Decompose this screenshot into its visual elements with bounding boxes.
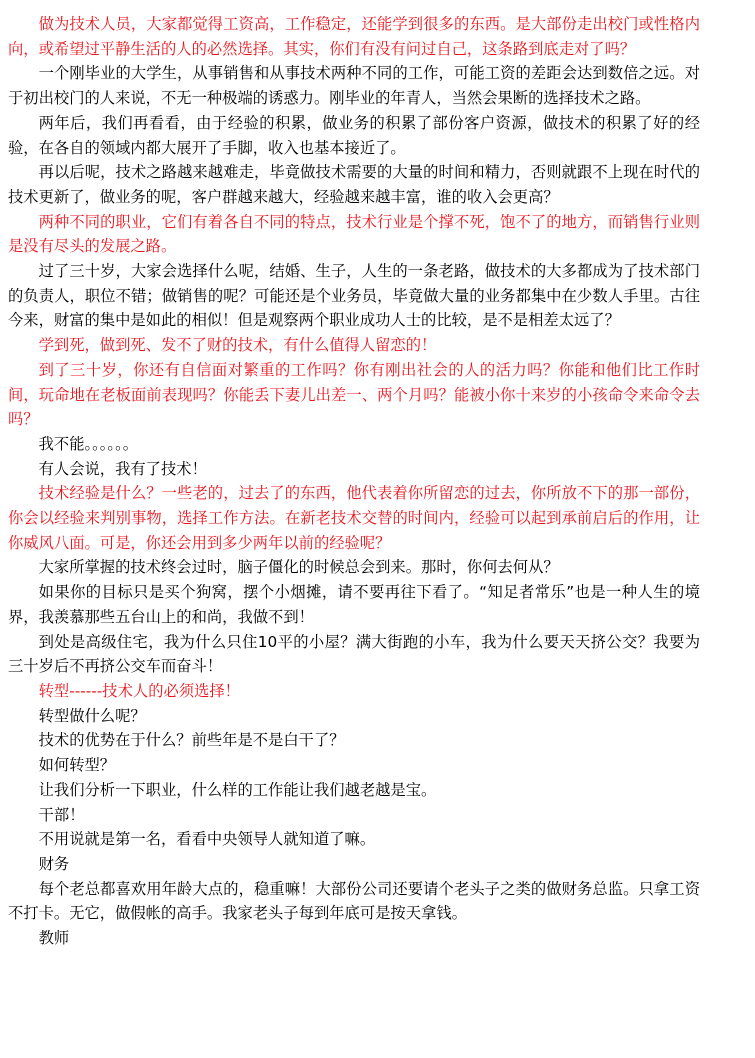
paragraph: 技术经验是什么？一些老的，过去了的东西，他代表着你所留恋的过去，你所放不下的那一部份，你会以经验来判别事物，选择工作方法。在新老技术交替的时间内，经验可以起到承前启后的作用，让你威风八面。可是，你还会用到多少两年以前的经验呢？	[8, 484, 700, 552]
paragraph: 每个老总都喜欢用年龄大点的，稳重嘛！大部份公司还要请个老头子之类的做财务总监。只拿工资不打卡。无它，做假帐的高手。我家老头子每到年底可是按天拿钱。	[8, 879, 700, 923]
paragraph: 学到死，做到死、发不了财的技术，有什么值得人留恋的！	[38, 336, 437, 355]
paragraph: 如果你的目标只是买个狗窝，摆个小烟摊，请不要再往下看了。“知足者常乐”也是一种人生的境界，我羡慕那些五台山上的和尚，我做不到！	[8, 583, 700, 626]
paragraph: 转型------技术人的必须选择！	[38, 681, 240, 700]
paragraph: 干部！	[38, 805, 85, 824]
paragraph: 过了三十岁，大家会选择什么呢，结婚、生子，人生的一条老路，做技术的大多都成为了技术部门的负责人，职位不错；做销售的呢？可能还是个业务员，毕竟做大量的业务都集中在少数人手里。古往今来，财富的集中是如此的相似！但是观察两个职业成功人士的比较，是不是相差太远了？	[8, 262, 700, 330]
paragraph: 财务	[38, 854, 70, 873]
paragraph: 我不能。。。。。。	[38, 434, 139, 453]
paragraph: 技术的优势在于什么？前些年是不是白干了？	[38, 731, 345, 750]
paragraph: 大家所掌握的技术终会过时，脑子僵化的时候总会到来。那时，你何去何从？	[38, 558, 559, 577]
paragraph: 不用说就是第一名，看看中央领导人就知道了嘛。	[38, 830, 376, 849]
paragraph: 让我们分析一下职业，什么样的工作能让我们越老越是宝。	[38, 780, 437, 799]
paragraph: 做为技术人员，大家都觉得工资高，工作稳定，还能学到很多的东西。是大部份走出校门或性格内向，或希望过平静生活的人的必然选择。其实，你们有没有问过自己，这条路到底走对了吗？	[8, 15, 700, 58]
paragraph: 一个刚毕业的大学生，从事销售和从事技术两种不同的工作，可能工资的差距会达到数倍之远。对于初出校门的人来说，不无一种极端的诱惑力。刚毕业的年青人，当然会果断的选择技术之路。	[8, 64, 700, 108]
paragraph: 转型做什么呢？	[38, 706, 146, 725]
paragraph: 到了三十岁，你还有自信面对繁重的工作吗？你有刚出社会的人的活力吗？你能和他们比工作时间，玩命地在老板面前表现吗？你能丢下妻儿出差一、两个月吗？能被小你十来岁的小孩命令来命令去吗？	[8, 360, 700, 429]
paragraph: 有人会说，我有了技术！	[38, 459, 207, 478]
paragraph: 教师	[38, 929, 70, 948]
paragraph: 如何转型？	[38, 756, 116, 775]
paragraph: 两年后，我们再看看，由于经验的积累，做业务的积累了部份客户资源，做技术的积累了好的经验，在各自的领域内都大展开了手脚，收入也基本接近了。	[8, 113, 700, 157]
paragraph: 再以后呢，技术之路越来越难走，毕竟做技术需要的大量的时间和精力，否则就跟不上现在时代的技术更新了，做业务的呢，客户群越来越大，经验越来越丰富，谁的收入会更高？	[8, 163, 700, 206]
paragraph: 两种不同的职业，它们有着各自不同的特点，技术行业是个撑不死，饱不了的地方，而销售行业则是没有尽头的发展之路。	[8, 212, 700, 256]
paragraph: 到处是高级住宅，我为什么只住10平的小屋？满大街跑的小车，我为什么要天天挤公交？我要为三十岁后不再挤公交车而奋斗！	[8, 632, 700, 676]
